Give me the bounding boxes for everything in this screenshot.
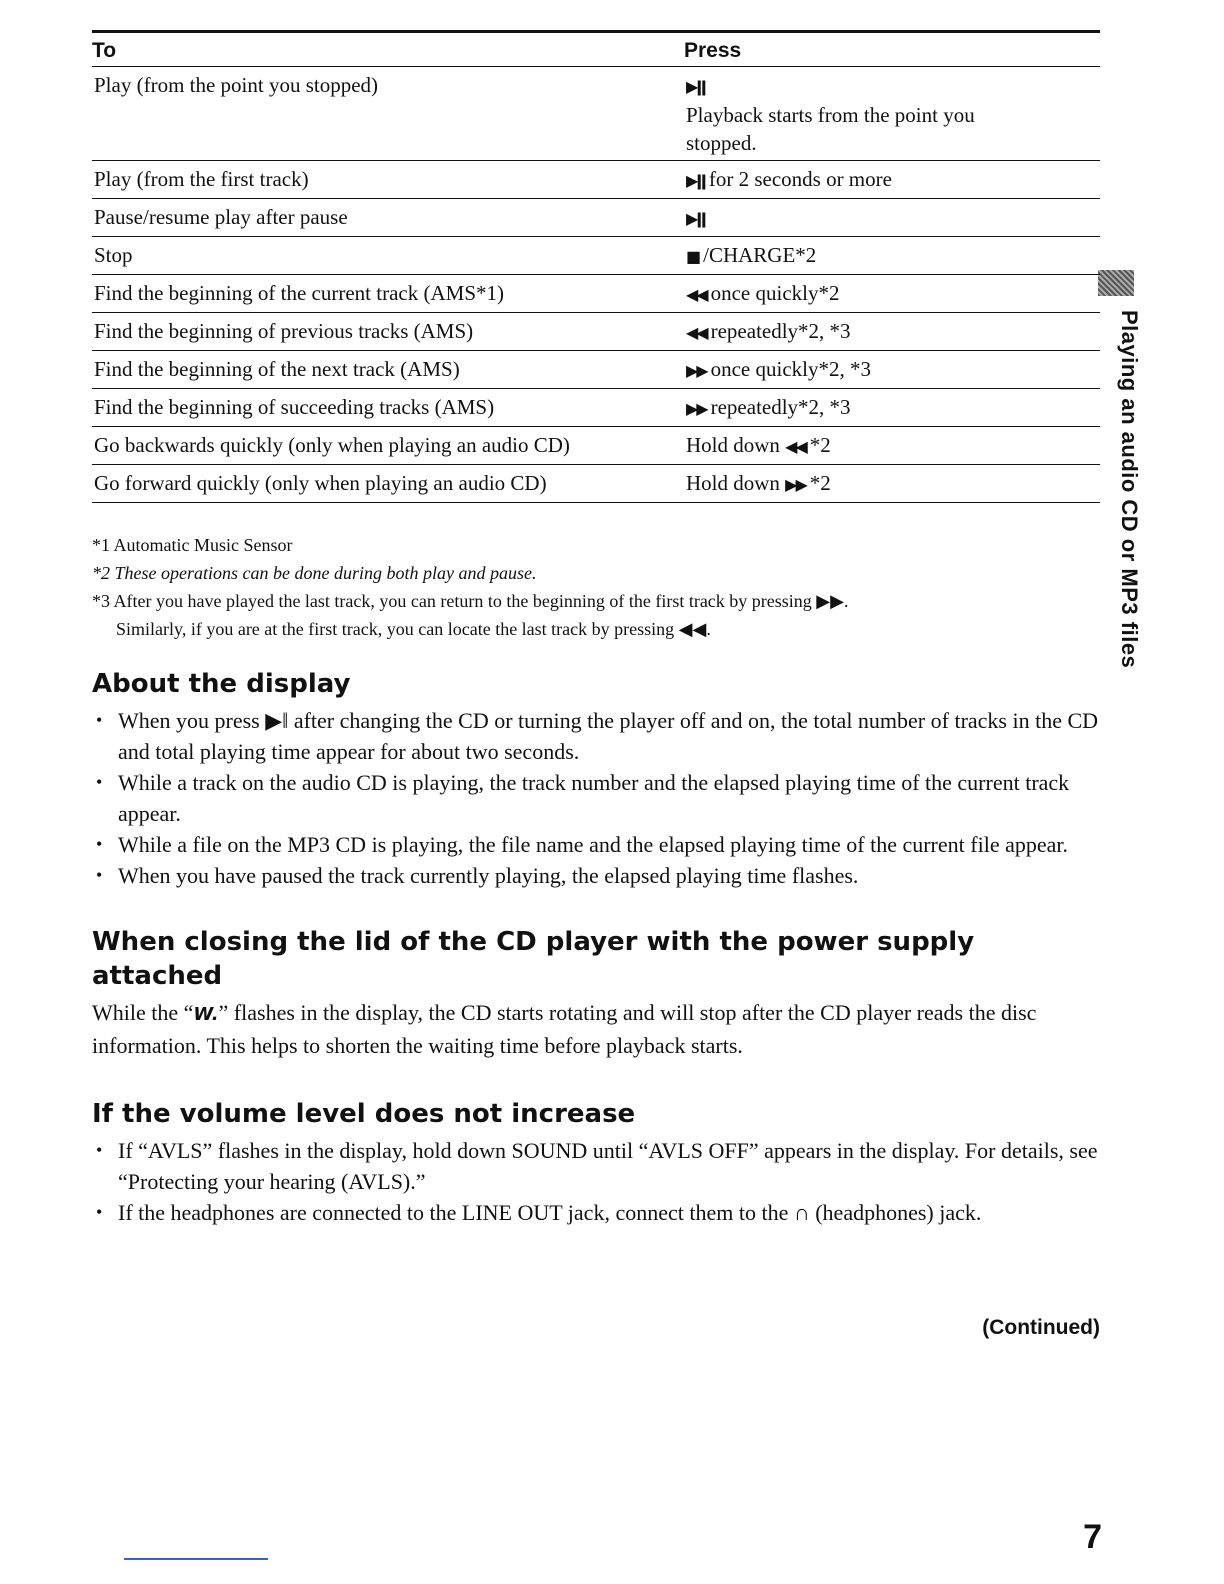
bottom-rule (124, 1558, 268, 1560)
cell-to: Pause/resume play after pause (92, 199, 684, 237)
heading-closing-lid: When closing the lid of the CD player with the power supply attached (92, 927, 975, 991)
button-symbol-icon: ◀◀ (686, 323, 707, 342)
heading-about-display: About the display (92, 669, 351, 699)
table-row (92, 237, 1100, 275)
cell-press (684, 465, 1100, 503)
cell-press (684, 351, 1100, 389)
press-text: *2 (809, 433, 831, 457)
list-item: • While a file on the MP3 CD is playing, the file name and the elapsed playing time of the current file appear. (92, 829, 1100, 860)
press-text: repeatedly*2, *3 (710, 319, 851, 343)
button-symbol-icon: ▶ǁ (686, 209, 705, 228)
cell-press (684, 275, 1100, 313)
button-symbol-icon: ◀◀ (686, 285, 707, 304)
cell-press (684, 427, 1100, 465)
cell-to: Stop (92, 237, 684, 275)
section-closing-lid (92, 925, 1100, 1061)
para-text-start: While the “ (92, 1000, 194, 1025)
cell-press (684, 313, 1100, 351)
press-text: /CHARGE*2 (703, 243, 817, 267)
volume-bullet-list (92, 1135, 1100, 1228)
header-to: To (92, 32, 684, 67)
table-row (92, 389, 1100, 427)
table-row (92, 199, 1100, 237)
side-section-label: Playing an audio CD or MP3 files (1117, 310, 1142, 669)
list-item: • If “AVLS” flashes in the display, hold down SOUND until “AVLS OFF” appears in the display. For details, see “Protecting your hearing (AVLS).” (92, 1135, 1100, 1197)
press-text: once quickly*2, *3 (710, 357, 871, 381)
footnote-1: *1 Automatic Music Sensor (92, 535, 293, 555)
table-row (92, 67, 1100, 161)
page-number: 7 (1083, 1518, 1102, 1556)
button-symbol-icon: ▶▶ (686, 361, 707, 380)
table-row (92, 161, 1100, 199)
table-body (92, 67, 1100, 503)
cell-press (684, 161, 1100, 199)
cell-to: Go forward quickly (only when playing an audio CD) (92, 465, 684, 503)
button-symbol-icon: ▶▶ (686, 399, 707, 418)
section-volume (92, 1097, 1100, 1228)
table-row (92, 313, 1100, 351)
table-row (92, 275, 1100, 313)
press-prefix: Hold down (686, 433, 780, 457)
table-row (92, 427, 1100, 465)
page-content (92, 30, 1100, 1228)
cell-press (684, 237, 1100, 275)
footnote-2: *2 These operations can be done during both play and pause. (92, 563, 537, 583)
heading-volume: If the volume level does not increase (92, 1099, 636, 1129)
list-item: • When you press ▶ǁ after changing the CD or turning the player off and on, the total number of tracks in the CD and total playing time appear for about two seconds. (92, 705, 1100, 767)
cell-press (684, 199, 1100, 237)
footnotes (92, 531, 1100, 643)
table-row (92, 351, 1100, 389)
cell-to: Find the beginning of succeeding tracks (AMS) (92, 389, 684, 427)
button-symbol-icon: ▶ǁ (686, 77, 705, 96)
button-symbol-icon: ◀◀ (785, 437, 806, 456)
list-item: • If the headphones are connected to the LINE OUT jack, connect them to the ∩ (headphones) jack. (92, 1197, 1100, 1228)
button-symbol-icon: ▶ǁ (686, 171, 705, 190)
cell-to: Play (from the point you stopped) (92, 67, 684, 161)
cell-to: Find the beginning of the next track (AMS) (92, 351, 684, 389)
table-header-row (92, 32, 1100, 67)
press-note: Playback starts from the point you stopped. (686, 103, 975, 155)
section-tab-marker (1098, 270, 1134, 296)
header-press: Press (684, 32, 1100, 67)
press-text: repeatedly*2, *3 (710, 395, 851, 419)
press-text: for 2 seconds or more (708, 167, 892, 191)
press-text: *2 (809, 471, 831, 495)
cell-press (684, 67, 1100, 161)
list-item: • When you have paused the track currently playing, the elapsed playing time flashes. (92, 860, 1100, 891)
press-text: once quickly*2 (710, 281, 840, 305)
list-item: • While a track on the audio CD is playing, the track number and the elapsed playing time of the current track appear. (92, 767, 1100, 829)
display-bullet-list (92, 705, 1100, 891)
operations-table (92, 30, 1100, 503)
cell-to: Find the beginning of the current track (AMS*1) (92, 275, 684, 313)
closing-lid-paragraph (92, 997, 1100, 1061)
cell-press (684, 389, 1100, 427)
walkman-logo-icon: W. (193, 1004, 219, 1025)
section-about-display (92, 667, 1100, 891)
button-symbol-icon: ■ (686, 247, 700, 266)
cell-to: Play (from the first track) (92, 161, 684, 199)
cell-to: Go backwards quickly (only when playing an audio CD) (92, 427, 684, 465)
footnote-3: *3 After you have played the last track, you can return to the beginning of the first track by pressing ▶▶. (92, 591, 849, 611)
para-text-rest: ” flashes in the display, the CD starts rotating and will stop after the CD player reads the disc information. This helps to shorten the waiting time before playback starts. (92, 1000, 1037, 1058)
press-prefix: Hold down (686, 471, 780, 495)
button-symbol-icon: ▶▶ (785, 475, 806, 494)
continued-label: (Continued) (982, 1316, 1100, 1339)
cell-to: Find the beginning of previous tracks (AMS) (92, 313, 684, 351)
table-row (92, 465, 1100, 503)
footnote-3-continued: Similarly, if you are at the first track, you can locate the last track by pressing ◀◀. (116, 619, 711, 639)
